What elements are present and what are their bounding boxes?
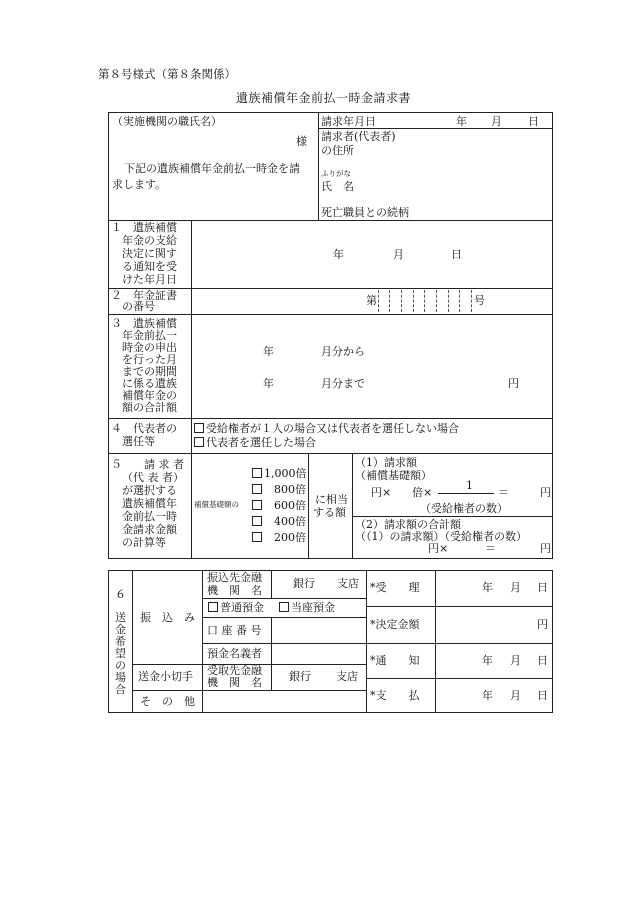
checkbox[interactable] <box>252 500 262 510</box>
s2-label-line: ２ 年金証書 <box>111 289 177 302</box>
s1-day: 日 <box>451 248 462 261</box>
request-date-day: 日 <box>528 115 539 128</box>
s1-year: 年 <box>333 248 344 261</box>
s4-option-rep[interactable] <box>194 437 316 450</box>
s3-label-line: 時金の申出 <box>122 341 177 354</box>
checkbox[interactable] <box>252 484 262 494</box>
s5-equiv-2: する額 <box>313 506 346 519</box>
s2-label-line: の番号 <box>122 300 155 313</box>
office-r4-day: 日 <box>537 689 548 702</box>
office-r1-day: 日 <box>537 581 548 594</box>
s6-futsu[interactable] <box>208 602 264 615</box>
s5-mult-label: 800倍 <box>274 483 306 496</box>
s6-account-no: 口 座 番 号 <box>207 624 262 637</box>
s5-mult-label: 1,000倍 <box>264 467 307 480</box>
s6-bank-label-2: 機 関 名 <box>207 584 262 597</box>
request-text-line1: 下記の遺族補償年金前払一時金を請 <box>124 162 300 175</box>
checkbox[interactable] <box>208 602 218 612</box>
relation-label: 死亡職員との続柄 <box>321 206 409 219</box>
s4-label-line: 選任等 <box>122 435 155 448</box>
s3-yen: 円 <box>508 377 519 390</box>
s4-option-single-label: 受給権者が１人の場合又は代表者を選任しない場合 <box>206 422 459 435</box>
checkbox[interactable] <box>252 532 262 542</box>
s6-toza-label: 当座預金 <box>291 601 335 614</box>
office-r2-yen: 円 <box>537 618 548 631</box>
request-date-label: 請求年月日 <box>321 115 376 128</box>
address-label-1: 請求者(代表者) <box>321 130 396 143</box>
s5-calc1-eq: ＝ <box>498 486 509 499</box>
s3-label-line: に係る遺族 <box>122 377 177 390</box>
s5-label-line: 金前払一時 <box>122 510 177 523</box>
address-label-2: の住所 <box>321 144 354 157</box>
s5-mult-label: 200倍 <box>274 531 306 544</box>
s6-recv-label-1: 受取先金融 <box>207 664 262 677</box>
s5-calc1-denom: （受給権者の数） <box>420 502 508 515</box>
office-notice: *通 知 <box>370 654 420 667</box>
request-date-year: 年 <box>456 115 467 128</box>
s1-label-line: る通知を受 <box>122 260 177 273</box>
s5-mult-400[interactable] <box>252 516 306 529</box>
s6-recv-label-2: 機 関 名 <box>207 676 262 689</box>
s6-recv-bank: 銀行 <box>289 670 311 683</box>
s3-to-month: 月分まで <box>321 377 365 390</box>
checkbox[interactable] <box>252 468 262 478</box>
s6-holder: 預金名義者 <box>207 647 262 660</box>
s5-mult-800[interactable] <box>252 484 306 497</box>
office-r3-day: 日 <box>537 654 548 667</box>
s1-month: 月 <box>393 248 404 261</box>
checkbox[interactable] <box>279 602 289 612</box>
s6-bank: 銀行 <box>293 577 315 590</box>
s6-bank-label-1: 振込先金融 <box>207 571 262 584</box>
s6-futsu-label: 普通預金 <box>220 601 264 614</box>
s6-vlabel-char: 合 <box>115 683 126 696</box>
s6-vlabel-char: の <box>115 659 126 672</box>
s5-calc1-one: 1 <box>466 479 473 492</box>
s1-label-line: けた年月日 <box>122 273 177 286</box>
s6-recv-branch: 支店 <box>336 670 358 683</box>
office-payment: *支 払 <box>370 689 420 702</box>
s5-mult-1000[interactable] <box>252 468 307 481</box>
s6-sonota: そ の 他 <box>140 695 195 708</box>
office-r3-month: 月 <box>510 654 521 667</box>
s6-vlabel-char: 送 <box>115 611 126 624</box>
s3-label-line: 補償年金の <box>122 389 177 402</box>
s6-kogitte: 送金小切手 <box>138 670 193 683</box>
s5-label-line: の計算等 <box>122 536 166 549</box>
name-label: 氏 名 <box>321 180 354 193</box>
s5-label-line: （代 表 者） <box>122 471 184 484</box>
office-receipt: *受 理 <box>370 581 420 594</box>
s3-label-line: 額の合計額 <box>122 401 177 414</box>
s5-base-label: 補償基礎額の <box>194 500 239 509</box>
s5-calc1-sub: （補償基礎額） <box>355 469 432 482</box>
s4-label-line: ４ 代表者の <box>111 422 177 435</box>
s5-calc2-sub: （（1）の請求額）（受給権者の数） <box>355 530 527 543</box>
s5-mult-600[interactable] <box>252 500 306 513</box>
s5-mult-label: 400倍 <box>274 515 306 528</box>
s5-label-line: 金請求金額 <box>122 523 177 536</box>
s5-mult-200[interactable] <box>252 532 306 545</box>
s3-label-line: 年金前払一 <box>122 329 177 342</box>
s1-label-line: 年金の支給 <box>122 234 177 247</box>
s4-option-single[interactable] <box>194 423 459 436</box>
furigana-label: ふりがな <box>321 169 351 178</box>
s3-label-line: ３ 遺族補償 <box>111 317 177 330</box>
s5-equiv-1: に相当 <box>315 493 348 506</box>
s3-to-year: 年 <box>263 377 274 390</box>
s5-calc1-yen: 円× <box>371 486 392 499</box>
s5-fraction-bar <box>438 493 494 494</box>
office-r1-month: 月 <box>510 581 521 594</box>
office-r4-month: 月 <box>510 689 521 702</box>
s5-calc1-title: （1）請求額 <box>355 456 417 469</box>
office-r1-year: 年 <box>482 581 493 594</box>
s4-option-rep-label: 代表者を選任した場合 <box>206 436 316 449</box>
request-date-month: 月 <box>491 115 502 128</box>
s5-label-line: 遺族補償年 <box>122 497 177 510</box>
s6-vlabel-char: 場 <box>115 671 126 684</box>
s6-toza[interactable] <box>279 602 335 615</box>
s6-furikomi: 振 込 み <box>140 611 195 624</box>
office-decided-amount: *決定金額 <box>370 618 420 631</box>
office-r4-year: 年 <box>482 689 493 702</box>
s3-from-year: 年 <box>263 345 274 358</box>
s5-calc2-yen2: 円 <box>540 542 551 555</box>
form-title: 遺族補償年金前払一時金請求書 <box>236 91 412 105</box>
s5-label-line: ５ 請 求 者 <box>111 458 184 471</box>
form-number: 第８号様式（第８条関係） <box>98 67 236 81</box>
s5-calc2-eq: ＝ <box>485 542 496 555</box>
s5-calc1-yen2: 円 <box>540 486 551 499</box>
s5-calc2-title: （2）請求額の合計額 <box>355 518 461 531</box>
s6-vlabel-char: 希 <box>115 635 126 648</box>
s6-branch: 支店 <box>337 577 359 590</box>
s3-from-month: 月分から <box>321 345 365 358</box>
s1-label-line: 決定に関す <box>122 247 177 260</box>
office-r3-year: 年 <box>482 654 493 667</box>
s2-suffix: 号 <box>474 294 485 307</box>
agency-label: （実施機関の職氏名） <box>112 115 222 128</box>
checkbox[interactable] <box>252 516 262 526</box>
s3-label-line: を行った月 <box>122 353 177 366</box>
checkbox[interactable] <box>194 437 204 447</box>
s5-mult-label: 600倍 <box>274 499 306 512</box>
s5-label-line: が選択する <box>122 484 177 497</box>
checkbox[interactable] <box>194 423 204 433</box>
s5-calc1-bai: 倍× <box>412 486 433 499</box>
s6-vlabel-char: 金 <box>115 623 126 636</box>
sama-label: 様 <box>296 135 307 148</box>
request-text-line2: 求します。 <box>112 178 167 191</box>
s6-number: ６ <box>115 588 126 601</box>
s5-calc2-yen: 円× <box>428 542 449 555</box>
s2-prefix: 第 <box>366 294 377 307</box>
s6-vlabel-char: 望 <box>115 647 126 660</box>
s3-label-line: までの期間 <box>122 365 177 378</box>
s1-label-line: １ 遺族補償 <box>111 221 177 234</box>
